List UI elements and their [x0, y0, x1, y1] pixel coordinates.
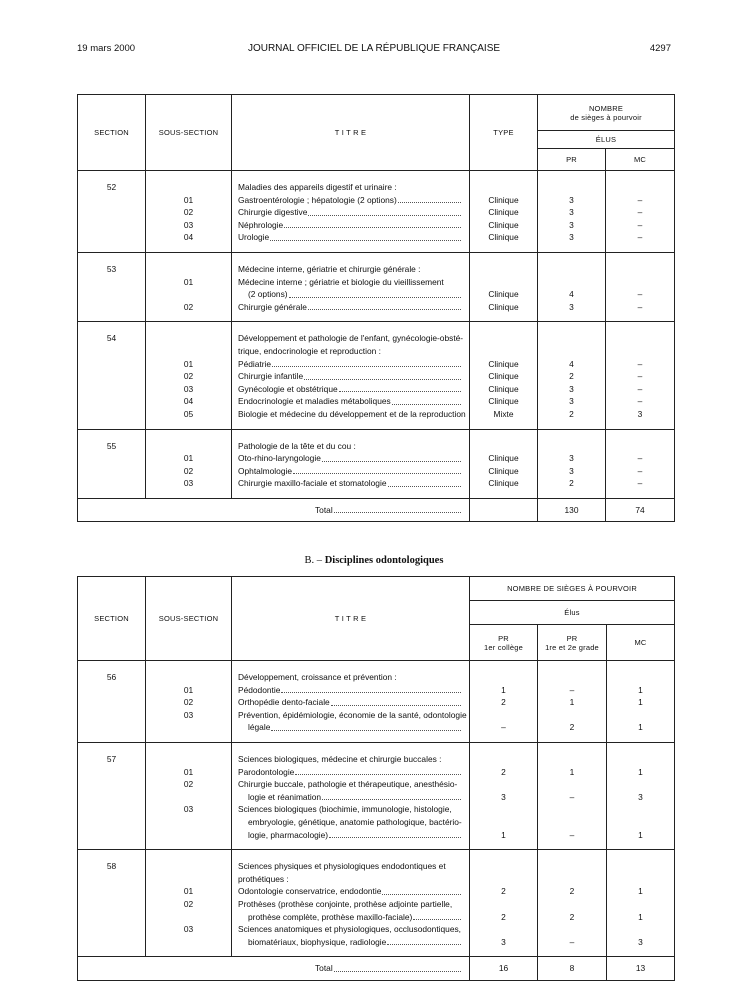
subsection-cell	[146, 252, 232, 321]
subsection-cell	[146, 171, 232, 253]
leader-dots	[322, 452, 461, 462]
subsection-number: 02	[183, 779, 194, 790]
leader-dots	[304, 370, 461, 380]
col-header-subsection: SOUS-SECTION	[146, 577, 232, 661]
total-label-text: Total	[315, 963, 333, 974]
leader-dots	[387, 936, 461, 946]
cell-mc: –	[637, 465, 643, 476]
row-title-text: (2 options)	[248, 289, 288, 300]
total-label	[309, 962, 469, 975]
section-number: 54	[106, 333, 117, 344]
row-title: Sciences biologiques (biochimie, immunologie, histologie,	[238, 804, 452, 815]
col-header-pr-grade	[538, 625, 607, 661]
cell-pr: 3	[569, 465, 574, 476]
cell-pr1: 1	[501, 829, 506, 840]
subsection-cell	[146, 742, 232, 849]
total-label-text: Total	[315, 504, 333, 515]
cell-pr: 2	[569, 371, 574, 382]
subsection-number: 02	[183, 697, 194, 708]
cell-mc: 3	[638, 936, 643, 947]
total-value-pr: 130	[564, 504, 579, 515]
leader-dots	[339, 383, 461, 393]
cell-pr2: –	[569, 829, 575, 840]
row-title	[232, 696, 469, 709]
col-header-nombre: NOMBRE DE SIÈGES À POURVOIR	[470, 577, 675, 601]
col-header-title: T I T R E	[232, 95, 470, 171]
cell-pr2: –	[569, 684, 575, 695]
cell-mc: –	[637, 478, 643, 489]
section-number: 56	[106, 672, 117, 682]
col-header-nombre-line1: NOMBRE	[588, 103, 624, 113]
cell-type: Clinique	[488, 465, 519, 476]
row-title	[232, 395, 469, 408]
section-cell	[78, 661, 146, 743]
cell-pr: 4	[569, 289, 574, 300]
cell-mc: 1	[638, 911, 643, 922]
row-title-text: Gynécologie et obstétrique	[238, 383, 338, 394]
cell-mc: –	[637, 289, 643, 300]
subsection-number: 03	[183, 924, 194, 935]
row-title: Prévention, épidémiologie, économie de la santé, odontologie	[238, 709, 467, 720]
subsection-number: 03	[183, 383, 194, 394]
row-title	[232, 358, 469, 371]
col-header-pr-college	[470, 625, 538, 661]
cell-type: Clinique	[488, 358, 519, 369]
row-title-text: Oto-rhino-laryngologie	[238, 453, 321, 464]
cell-mc: –	[637, 396, 643, 407]
row-title	[232, 301, 469, 314]
cell-pr: 2	[569, 478, 574, 489]
leader-dots	[295, 766, 461, 776]
cell-type: Clinique	[488, 453, 519, 464]
row-title	[232, 452, 469, 465]
section-group-53	[78, 252, 675, 321]
subsection-number: 02	[183, 465, 194, 476]
cell-pr: 2	[569, 408, 574, 419]
col-header-section: SECTION	[78, 577, 146, 661]
row-title-text: Ophtalmologie	[238, 465, 293, 476]
leader-dots	[270, 231, 461, 241]
cell-mc: 1	[638, 829, 643, 840]
col-header-pr2: PR	[566, 633, 578, 643]
cell-pr1: –	[501, 722, 506, 733]
cell-type: Clinique	[488, 396, 519, 407]
group-heading: Médecine interne, gériatrie et chirurgie générale :	[238, 263, 421, 274]
subsection-cell	[146, 429, 232, 498]
cell-mc: –	[637, 371, 643, 382]
row-title-text: légale	[248, 722, 271, 733]
subsection-number: 04	[183, 396, 194, 407]
title-cell	[232, 252, 470, 321]
row-title	[232, 194, 469, 207]
leader-dots	[331, 696, 461, 706]
row-title-text: Urologie	[238, 232, 270, 243]
col-header-section: SECTION	[78, 95, 146, 171]
cell-mc: –	[637, 358, 643, 369]
title-cell	[232, 429, 470, 498]
row-title	[232, 219, 469, 232]
row-title-text: Odontologie conservatrice, endodontie	[238, 886, 382, 897]
subsection-number: 03	[183, 478, 194, 489]
cell-pr1: 2	[501, 697, 506, 708]
total-mc	[606, 498, 675, 522]
section-cell	[78, 742, 146, 849]
cell-pr1: 3	[501, 791, 506, 802]
cell-mc: 1	[638, 886, 643, 897]
cell-pr2: 1	[569, 697, 575, 708]
subsection-number: 03	[183, 709, 194, 720]
cell-pr1: 1	[501, 684, 506, 695]
cell-pr: 3	[569, 383, 574, 394]
cell-mc: –	[637, 207, 643, 218]
row-title	[232, 791, 469, 804]
cell-mc: 1	[638, 697, 643, 708]
row-title	[232, 231, 469, 244]
header-page-number: 4297	[649, 43, 671, 54]
row-title: Sciences anatomiques et physiologiques, occlusodontiques,	[238, 924, 462, 935]
cell-mc: 3	[637, 408, 643, 419]
leader-dots	[388, 477, 462, 487]
section-group-52	[78, 171, 675, 253]
header-journal-title: JOURNAL OFFICIEL DE LA RÉPUBLIQUE FRANÇAISE	[247, 43, 501, 54]
cell-type: Clinique	[488, 207, 519, 218]
cell-pr1: 2	[501, 766, 506, 777]
cell-type: Clinique	[488, 371, 519, 382]
row-title: Prothèses (prothèse conjointe, prothèse adjointe partielle,	[238, 898, 453, 909]
leader-dots	[284, 219, 461, 229]
group-heading: Développement, croissance et prévention :	[238, 672, 397, 682]
total-mc	[607, 957, 675, 981]
total-pr	[538, 498, 606, 522]
cell-pr2: 1	[569, 766, 575, 777]
cell-pr1: 3	[501, 936, 506, 947]
group-heading: prothétiques :	[238, 873, 289, 884]
title-cell	[232, 742, 470, 849]
leader-dots	[308, 301, 461, 311]
cell-pr2: –	[569, 936, 575, 947]
section-b-caption	[0, 555, 748, 566]
section-cell	[78, 429, 146, 498]
row-title-text: Parodontologie	[238, 766, 295, 777]
cell-pr2: 2	[569, 886, 575, 897]
row-title-text: Gastroentérologie ; hépatologie (2 options)	[238, 194, 397, 205]
col-header-subsection: SOUS-SECTION	[146, 95, 232, 171]
group-heading: Maladies des appareils digestif et urinaire :	[238, 182, 397, 192]
cell-pr2: 2	[569, 911, 575, 922]
total-row	[78, 957, 675, 981]
section-group-58	[78, 850, 675, 957]
cell-type: Clinique	[488, 478, 519, 489]
row-title	[232, 408, 469, 421]
row-title	[232, 477, 469, 490]
row-title-text: Chirurgie infantile	[238, 371, 304, 382]
row-title-text: Pédiatrie	[238, 358, 272, 369]
section-cell	[78, 252, 146, 321]
cell-mc: –	[637, 232, 643, 243]
row-title	[232, 911, 469, 924]
total-label-cell	[78, 498, 470, 522]
leader-dots	[334, 962, 461, 972]
subsection-number: 01	[183, 194, 194, 205]
row-title-text: Chirurgie maxillo-faciale et stomatologie	[238, 478, 387, 489]
section-number: 53	[106, 263, 117, 274]
row-title-text: Endocrinologie et maladies métaboliques	[238, 396, 391, 407]
leader-dots	[329, 829, 461, 839]
row-title	[232, 370, 469, 383]
leader-dots	[271, 721, 461, 731]
total-pr1	[470, 957, 538, 981]
col-header-mc: MC	[606, 149, 675, 171]
cell-pr1: 2	[501, 886, 506, 897]
cell-type: Clinique	[488, 289, 519, 300]
subsection-number: 04	[183, 232, 194, 243]
col-header-pr2-sub: 1re et 2e grade	[545, 642, 599, 652]
row-title-text: Pédodontie	[238, 684, 281, 695]
leader-dots	[392, 395, 461, 405]
total-row	[78, 498, 675, 522]
row-title-text: Chirurgie digestive	[238, 207, 308, 218]
section-group-54	[78, 322, 675, 429]
subsection-number: 02	[183, 371, 194, 382]
total-label-cell	[78, 957, 470, 981]
total-value-pr1: 16	[498, 963, 509, 974]
cell-type: Mixte	[493, 408, 514, 419]
row-title-text: biomatériaux, biophysique, radiologie	[248, 936, 387, 947]
title-cell	[232, 850, 470, 957]
title-cell	[232, 322, 470, 429]
col-header-pr1-sub: 1er collège	[484, 642, 523, 652]
subsection-number: 01	[183, 684, 194, 695]
cell-pr: 3	[569, 301, 574, 312]
section-cell	[78, 322, 146, 429]
section-group-55	[78, 429, 675, 498]
row-title	[232, 288, 469, 301]
section-number: 55	[106, 440, 117, 451]
group-heading: Sciences biologiques, médecine et chirurgie buccales :	[238, 753, 442, 764]
cell-pr: 3	[569, 396, 574, 407]
section-group-57	[78, 742, 675, 849]
section-number: 57	[106, 753, 117, 764]
leader-dots	[334, 504, 461, 514]
col-header-pr1: PR	[498, 633, 509, 643]
subsection-number: 03	[183, 804, 194, 815]
total-type-empty	[470, 498, 538, 522]
row-title: embryologie, génétique, anatomie pathologique, bactério-	[248, 816, 462, 827]
group-heading: trique, endocrinologie et reproduction :	[238, 345, 381, 356]
cell-mc: 1	[638, 684, 643, 695]
section-group-56	[78, 661, 675, 743]
row-title: Médecine interne ; gériatrie et biologie du vieillissement	[238, 276, 444, 287]
group-heading: Sciences physiques et physiologiques endodontiques et	[238, 861, 446, 872]
row-title-text: Néphrologie	[238, 219, 284, 230]
subsection-cell	[146, 322, 232, 429]
subsection-number: 05	[183, 408, 194, 419]
cell-mc: –	[637, 301, 643, 312]
total-label	[309, 504, 469, 517]
subsection-number: 02	[183, 207, 194, 218]
section-cell	[78, 850, 146, 957]
total-pr2	[538, 957, 607, 981]
header-date: 19 mars 2000	[77, 43, 136, 54]
leader-dots	[322, 791, 461, 801]
row-title: Chirurgie buccale, pathologie et thérapeutique, anesthésio-	[238, 779, 458, 790]
subsection-number: 01	[183, 886, 194, 897]
subsection-number: 02	[183, 898, 194, 909]
subsection-cell	[146, 850, 232, 957]
leader-dots	[281, 684, 461, 694]
leader-dots	[382, 885, 461, 895]
subsection-number: 01	[183, 453, 194, 464]
row-title	[232, 721, 469, 734]
cell-type: Clinique	[488, 301, 519, 312]
cell-mc: 1	[638, 766, 643, 777]
total-value-mc: 74	[635, 504, 645, 515]
cell-type: Clinique	[488, 219, 519, 230]
cell-pr: 3	[569, 453, 574, 464]
row-title	[232, 766, 469, 779]
cell-mc: –	[637, 219, 643, 230]
row-title-text: prothèse complète, prothèse maxillo-faciale)	[248, 911, 413, 922]
cell-pr2: 2	[569, 722, 575, 733]
cell-type: Clinique	[488, 383, 519, 394]
cell-mc: –	[637, 453, 643, 464]
page-header	[77, 43, 671, 57]
subsection-cell	[146, 661, 232, 743]
row-title	[232, 383, 469, 396]
col-header-type: TYPE	[470, 95, 538, 171]
cell-pr: 3	[569, 219, 574, 230]
table-odontology-disciplines	[77, 576, 675, 981]
cell-pr: 3	[569, 232, 574, 243]
group-heading: Pathologie de la tête et du cou :	[238, 440, 356, 451]
total-value-mc: 13	[635, 963, 646, 974]
cell-pr2: –	[569, 791, 575, 802]
col-header-pr: PR	[538, 149, 606, 171]
caption-text: Disciplines odontologiques	[324, 555, 444, 566]
leader-dots	[398, 194, 461, 204]
leader-dots	[308, 206, 461, 216]
subsection-number: 01	[183, 766, 194, 777]
row-title	[232, 885, 469, 898]
leader-dots	[293, 465, 461, 475]
title-cell	[232, 171, 470, 253]
col-header-mc: MC	[607, 625, 675, 661]
subsection-number: 01	[183, 276, 194, 287]
section-number: 52	[106, 182, 117, 192]
cell-mc: –	[637, 383, 643, 394]
cell-mc: –	[637, 194, 643, 205]
cell-mc: 1	[638, 722, 643, 733]
cell-pr: 3	[569, 207, 574, 218]
group-heading: Développement et pathologie de l'enfant, gynécologie-obsté-	[238, 333, 464, 344]
row-title	[232, 936, 469, 949]
cell-pr1: 2	[501, 911, 506, 922]
row-title-text: Chirurgie générale	[238, 301, 307, 312]
leader-dots	[272, 358, 461, 368]
leader-dots	[413, 911, 461, 921]
title-cell	[232, 661, 470, 743]
cell-pr: 3	[569, 194, 574, 205]
caption-prefix: B. –	[304, 555, 325, 566]
subsection-number: 03	[183, 219, 194, 230]
total-value-pr2: 8	[569, 963, 575, 974]
row-title	[232, 684, 469, 697]
cell-type: Clinique	[488, 232, 519, 243]
cell-type: Clinique	[488, 194, 519, 205]
col-header-title: T I T R E	[232, 577, 470, 661]
cell-pr: 4	[569, 358, 574, 369]
section-number: 58	[106, 861, 117, 872]
row-title	[232, 829, 469, 842]
row-title-text: Biologie et médecine du développement et de la reproduction	[238, 408, 466, 419]
row-title	[232, 206, 469, 219]
row-title	[232, 465, 469, 478]
col-header-nombre	[538, 95, 675, 131]
row-title-text: logie, pharmacologie)	[248, 829, 329, 840]
section-cell	[78, 171, 146, 253]
row-title-text: logie et réanimation	[248, 791, 322, 802]
col-header-elus: ÉLUS	[538, 131, 675, 149]
table-medical-disciplines	[77, 94, 675, 522]
leader-dots	[289, 288, 461, 298]
col-header-elus: Élus	[470, 601, 675, 625]
subsection-number: 02	[183, 301, 194, 312]
subsection-number: 01	[183, 358, 194, 369]
cell-mc: 3	[638, 791, 643, 802]
col-header-nombre-line2: de sièges à pourvoir	[570, 112, 642, 122]
row-title-text: Orthopédie dento-faciale	[238, 697, 330, 708]
